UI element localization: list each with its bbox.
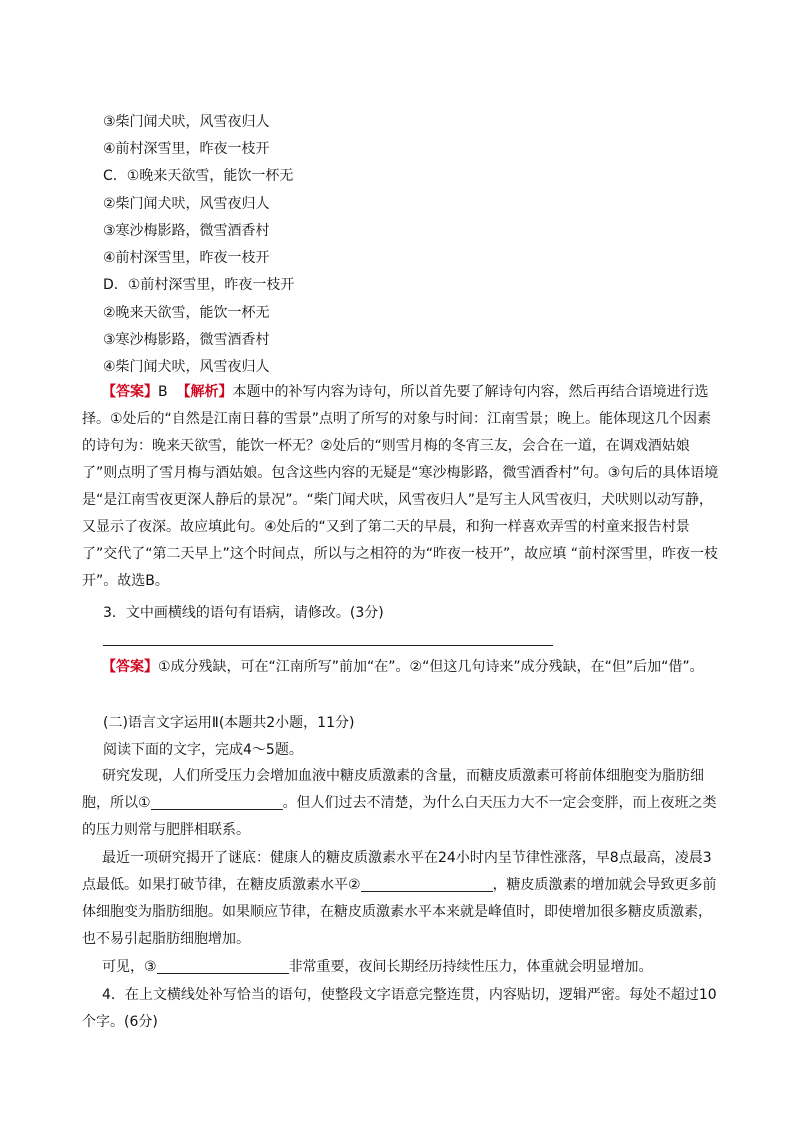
option-line: C．①晚来天欲雪，能饮一杯无 <box>103 168 294 184</box>
option-line: ④前村深雪里，昨夜一枝开 <box>103 141 270 157</box>
reading-prompt: 阅读下面的文字，完成4～5题。 <box>103 742 303 758</box>
option-line: ②晚来天欲雪，能饮一杯无 <box>103 305 270 321</box>
answer-tag: 【答案】 <box>102 384 158 400</box>
answer-3-block <box>82 654 722 681</box>
fill-blank <box>361 875 493 892</box>
analysis-tag: 【解析】 <box>176 384 233 400</box>
option-line: ④前村深雪里，昨夜一枝开 <box>103 250 270 266</box>
passage-paragraph-2 <box>82 845 722 953</box>
fill-blank <box>157 957 289 974</box>
answer-choice: B <box>158 384 168 400</box>
passage-text: 。但人们过去不清楚，为什么白天压力大不一定会变胖，而上夜班之类的压力则常与肥胖相联系。 <box>82 795 717 838</box>
answer-blank-line <box>103 645 553 646</box>
answer-3-text: ①成分残缺，可在“江南所写”前加“在”。②“但这几句诗来”成分残缺，在“但”后加“借”。 <box>158 659 704 675</box>
analysis-text: 本题中的补写内容为诗句，所以首先要了解诗句内容，然后再结合语境进行选择。①处后的“自然是江南日暮的雪景”点明了所写的对象与时间：江南雪景；晚上。能体现这几个因素的诗句为：晚来天欲雪，能饮一杯无？②处后的“则雪月梅的冬宵三友，会合在一道，在调戏酒姑娘了”则点明了雪月梅与酒姑娘。包含这些内容的无疑是“寒沙梅影路，微雪酒香村”句。③句后的具体语境是“是江南雪夜更深人静后的景况”。“柴门闻犬吠，风雪夜归人”是写主人风雪夜归，犬吠则以动写静，又显示了夜深。故应填此句。④处后的“又到了第二天的早晨，和狗一样喜欢弄雪的村童来报告村景了”交代了“第二天早上”这个时间点，所以与之相符的为“昨夜一枝开”，故应填 “前村深雪里，昨夜一枝开”。故选B。 <box>82 384 719 589</box>
passage-text: 非常重要，夜间长期经历持续性压力，体重就会明显增加。 <box>288 959 653 975</box>
passage-text: ，糖皮质激素的增加就会导致更多前体细胞变为脂肪细胞。如果顺应节律，在糖皮质激素水平本来就是峰值时，即使增加很多糖皮质激素，也不易引起脂肪细胞增加。 <box>82 877 717 947</box>
passage-text: 可见，③ <box>102 959 157 975</box>
option-line: ③柴门闻犬吠，风雪夜归人 <box>103 114 270 130</box>
option-line: D．①前村深雪里，昨夜一枝开 <box>103 277 295 293</box>
option-line: ④柴门闻犬吠，风雪夜归人 <box>103 359 270 375</box>
passage-text: 研究发现，人们所受压力会增加血液中糖皮质激素的含量，而糖皮质激素可将前体细胞变为脂肪细胞，所以① <box>82 768 704 811</box>
question-4-text: 4．在上文横线处补写恰当的语句，使整段文字语意完整连贯，内容贴切，逻辑严密。每处不超过10个字。(6分) <box>82 987 717 1030</box>
answer-tag: 【答案】 <box>102 659 158 675</box>
option-line: ②柴门闻犬吠，风雪夜归人 <box>103 196 270 212</box>
passage-paragraph-1 <box>82 763 722 844</box>
passage-text: 最近一项研究揭开了谜底：健康人的糖皮质激素水平在24小时内呈节律性涨落，早8点最高，凌晨3点最低。如果打破节律，在糖皮质激素水平② <box>82 850 712 893</box>
option-line: ③寒沙梅影路，微雪酒香村 <box>103 223 270 239</box>
answer-2-block <box>82 379 722 595</box>
question-3: 3．文中画横线的语句有语病，请修改。(3分) <box>103 605 384 621</box>
section-2-title: (二)语言文字运用Ⅱ(本题共2小题，11分) <box>103 715 355 731</box>
fill-blank <box>151 793 283 810</box>
passage-paragraph-3 <box>82 954 722 981</box>
option-line: ③寒沙梅影路，微雪酒香村 <box>103 332 270 348</box>
question-4 <box>82 982 722 1036</box>
